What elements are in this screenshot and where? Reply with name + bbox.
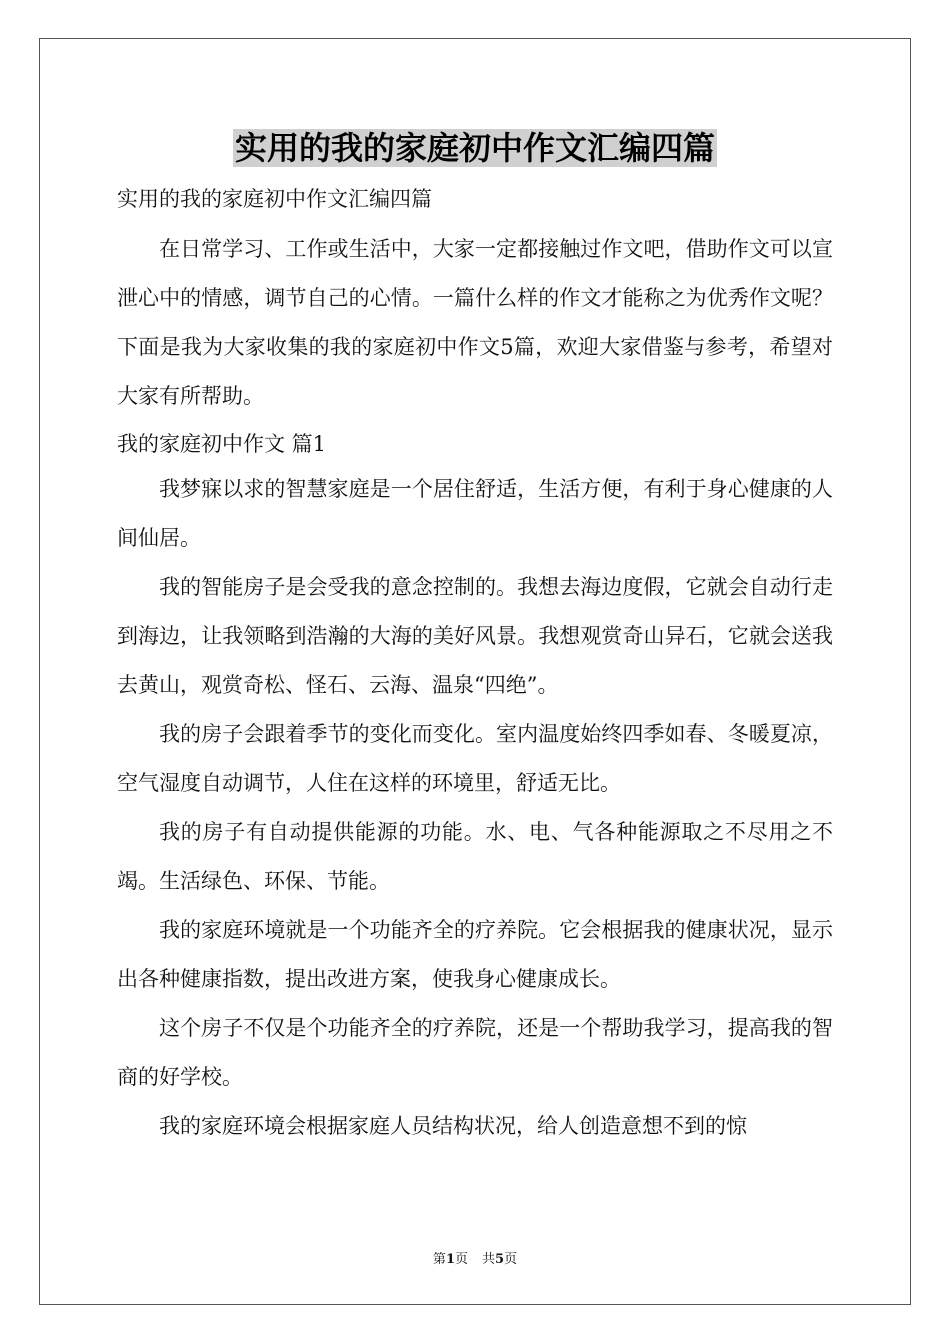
body-paragraph: 我的房子会跟着季节的变化而变化。室内温度始终四季如春、冬暖夏凉，空气湿度自动调节，人住在这样的环境里，舒适无比。	[117, 722, 833, 795]
body-paragraph: 我的智能房子是会受我的意念控制的。我想去海边度假，它就会自动行走到海边，让我领略到浩瀚的大海的美好风景。我想观赏奇山异石，它就会送我去黄山，观赏奇松、怪石、云海、温泉“四绝”。	[117, 575, 833, 697]
body-paragraph: 我的家庭环境会根据家庭人员结构状况，给人创造意想不到的惊	[159, 1114, 747, 1138]
document-body	[117, 178, 833, 1151]
page-mid: 页	[454, 1252, 468, 1267]
body-paragraph: 这个房子不仅是个功能齐全的疗养院，还是一个帮助我学习，提高我的智商的好学校。	[117, 1016, 833, 1089]
page-prefix: 第	[432, 1252, 446, 1267]
intro-paragraph: 在日常学习、工作或生活中，大家一定都接触过作文吧，借助作文可以宣泄心中的情感，调节自己的心情。一篇什么样的作文才能称之为优秀作文呢？下面是我为大家收集的我的家庭初中作文5篇，欢迎大家借鉴与参考，希望对大家有所帮助。	[117, 237, 833, 408]
total-suffix: 页	[504, 1252, 518, 1267]
section-heading: 我的家庭初中作文 篇1	[117, 432, 327, 456]
body-paragraph: 我梦寐以求的智慧家庭是一个居住舒适，生活方便，有利于身心健康的人间仙居。	[117, 477, 833, 550]
body-paragraph: 我的家庭环境就是一个功能齐全的疗养院。它会根据我的健康状况，显示出各种健康指数，提出改进方案，使我身心健康成长。	[117, 918, 833, 991]
page-footer	[0, 1248, 950, 1267]
total-prefix: 共	[482, 1252, 496, 1267]
body-paragraph: 我的房子有自动提供能源的功能。水、电、气各种能源取之不尽用之不竭。生活绿色、环保、节能。	[117, 820, 833, 893]
page-current: 1	[445, 1252, 455, 1267]
document-title-text: 实用的我的家庭初中作文汇编四篇	[234, 129, 715, 167]
document-title	[0, 126, 950, 170]
page-total: 5	[495, 1252, 505, 1267]
document-subtitle: 实用的我的家庭初中作文汇编四篇	[117, 187, 432, 211]
